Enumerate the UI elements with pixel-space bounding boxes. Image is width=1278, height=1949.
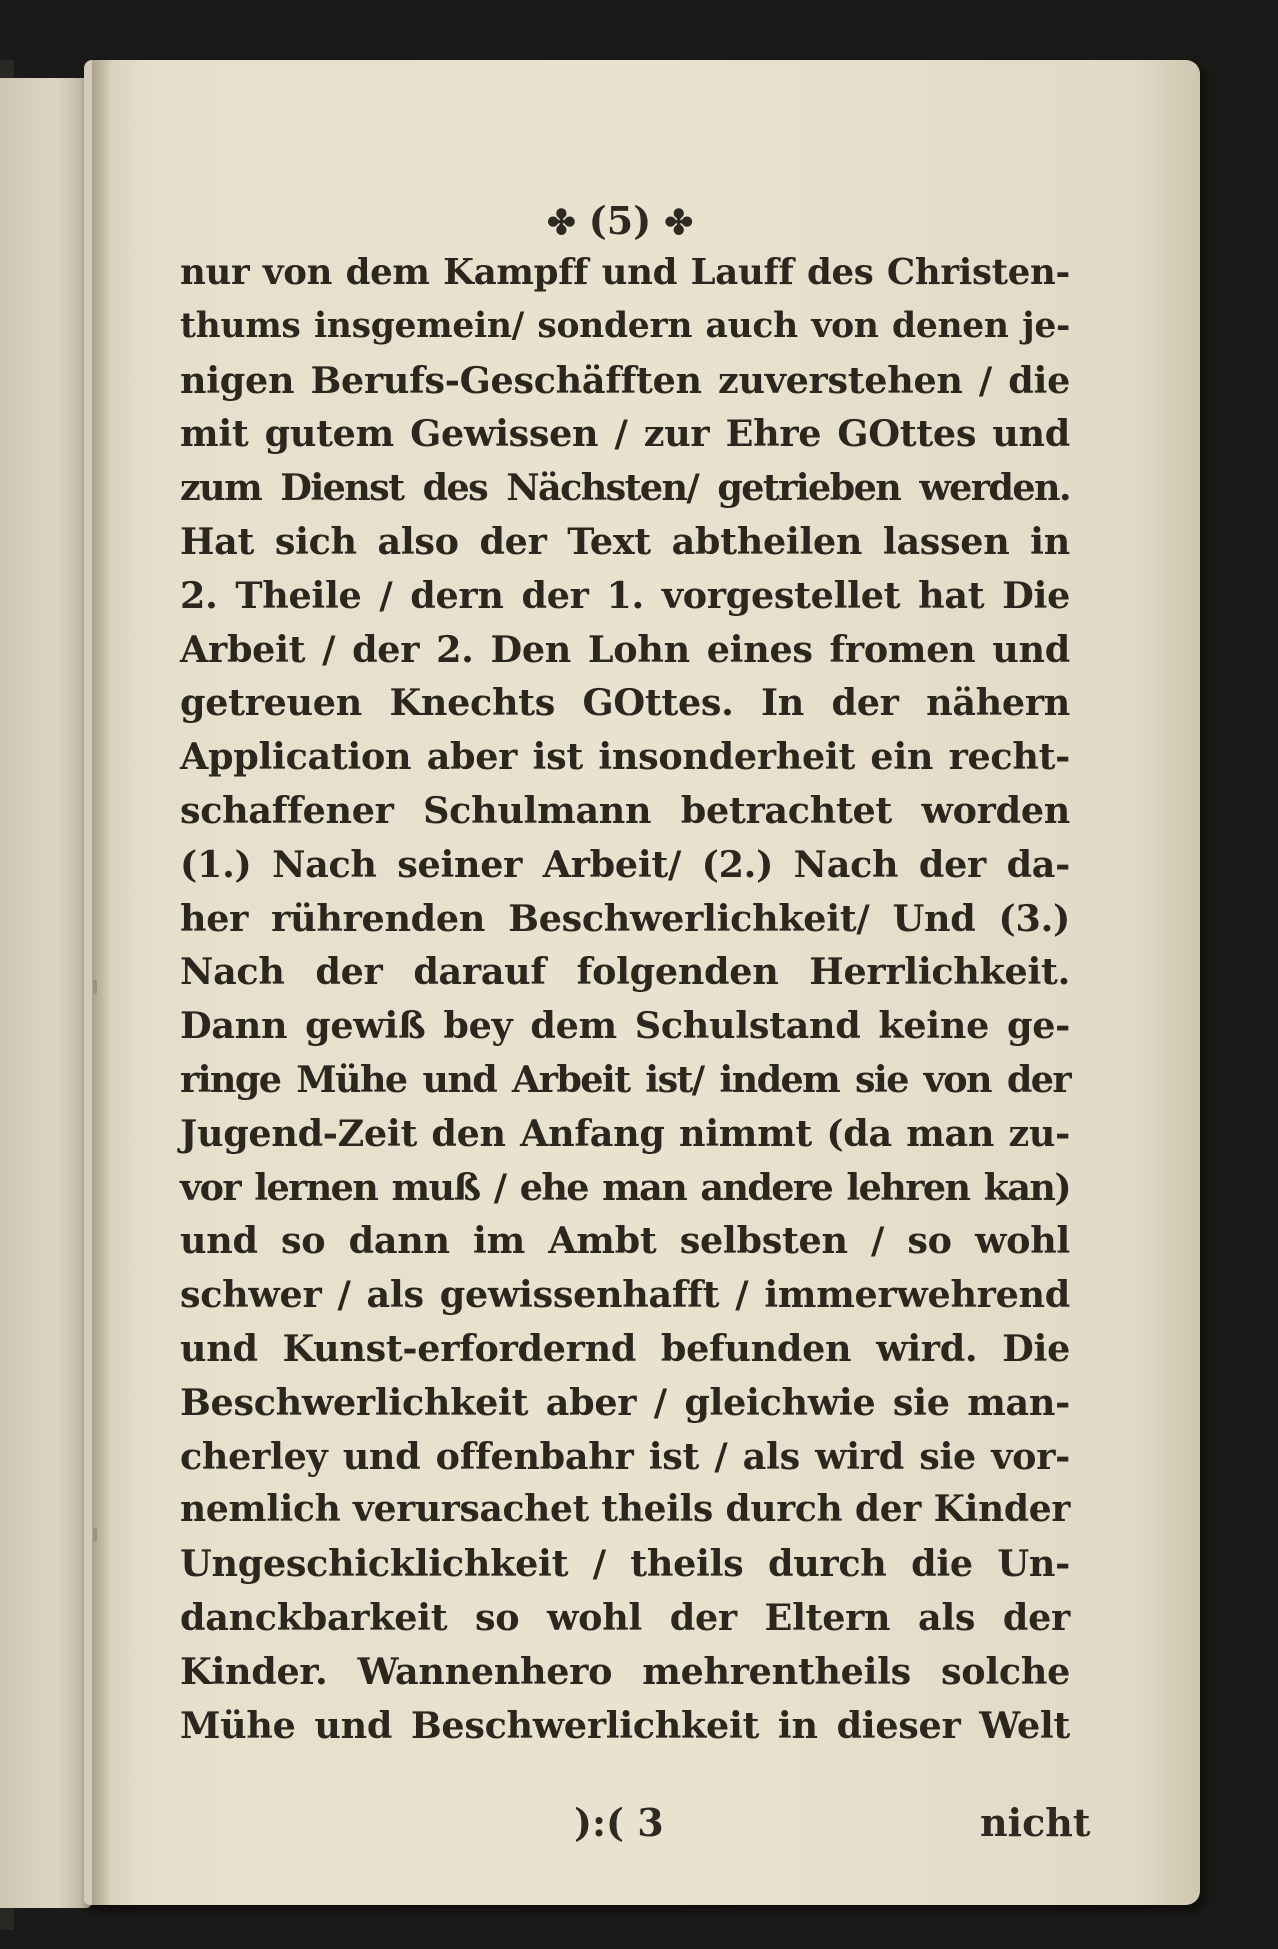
text-line: und Kunst-erfordernd befunden wird. Die — [180, 1326, 1070, 1370]
page-header — [490, 198, 750, 246]
text-line: schaffener Schulmann betrachtet worden — [180, 788, 1070, 832]
text-line: ringe Mühe und Arbeit ist/ indem sie von der — [180, 1057, 1070, 1101]
binding-stitch — [93, 980, 97, 994]
text-line: Nach der darauf folgenden Herrlichkeit. — [180, 950, 1070, 994]
text-line: 2. Theile / dern der 1. vorgestellet hat Die — [180, 573, 1070, 617]
text-line: cherley und offenbahr ist / als wird sie vor- — [180, 1434, 1070, 1478]
text-line: Application aber ist insonderheit ein recht- — [180, 735, 1070, 779]
signature-mark: ):( 3 — [574, 1800, 664, 1845]
text-line: thums insgemein/ sondern auch von denen je- — [180, 305, 1070, 346]
text-line: Dann gewiß bey dem Schulstand keine ge- — [180, 1004, 1070, 1048]
text-line: her rührenden Beschwerlichkeit/ Und (3.) — [180, 896, 1070, 940]
text-line: getreuen Knechts GOttes. In der nähern — [180, 681, 1070, 725]
text-line: vor lernen muß / ehe man andere lehren kan) — [180, 1165, 1070, 1209]
text-line: Arbeit / der 2. Den Lohn eines fromen und — [180, 627, 1070, 671]
text-line: und so dann im Ambt selbsten / so wohl — [180, 1219, 1070, 1263]
text-line: zum Dienst des Nächsten/ getrieben werden. — [180, 466, 1070, 510]
binding-stitch — [93, 1528, 97, 1542]
text-line: Kinder. Wannenhero mehrentheils solche — [180, 1649, 1070, 1693]
body-text — [180, 246, 1070, 1752]
text-line: Mühe und Beschwerlichkeit in dieser Welt — [180, 1703, 1070, 1747]
text-line: Jugend-Zeit den Anfang nimmt (da man zu- — [180, 1111, 1070, 1155]
text-line: nur von dem Kampff und Lauff des Christen- — [180, 252, 1070, 293]
text-line: nemlich verursachet theils durch der Kinder — [180, 1488, 1070, 1531]
text-line: Ungeschicklichkeit / theils durch die Un- — [180, 1542, 1070, 1586]
text-line: Hat sich also der Text abtheilen lassen in — [180, 519, 1070, 563]
left-page-edge — [0, 78, 92, 1908]
ornament-left-icon: ✤ — [547, 203, 576, 243]
text-line: mit gutem Gewissen / zur Ehre GOttes und — [180, 412, 1070, 456]
ornament-right-icon: ✤ — [664, 203, 693, 243]
text-line: Beschwerlichkeit aber / gleichwie sie man- — [180, 1380, 1070, 1424]
text-line: (1.) Nach seiner Arbeit/ (2.) Nach der da- — [180, 842, 1070, 886]
text-line: danckbarkeit so wohl der Eltern als der — [180, 1595, 1070, 1639]
text-line: nigen Berufs-Geschäfften zuverstehen / die — [180, 358, 1070, 402]
page-number: (5) — [588, 198, 652, 243]
text-line: schwer / als gewissenhafft / immerwehrend — [180, 1273, 1070, 1317]
catchword: nicht — [980, 1800, 1091, 1845]
